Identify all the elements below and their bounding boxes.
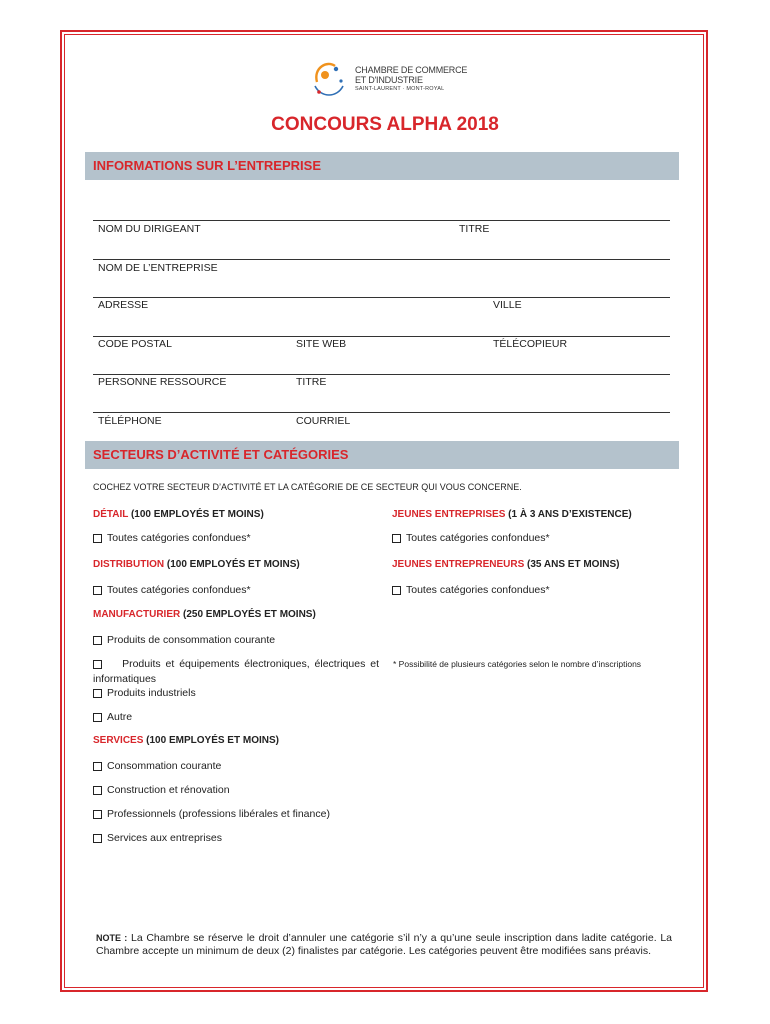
option-jeunes-entreprises-toutes[interactable] <box>392 532 550 544</box>
label-nom-dirigeant: NOM DU DIRIGEANT <box>98 223 201 235</box>
chamber-logo <box>305 56 475 102</box>
option-label: Consommation courante <box>107 760 222 772</box>
category-criteria: (100 EMPLOYÉS ET MOINS) <box>143 735 279 746</box>
field-line <box>93 259 670 260</box>
logo-line-2: ET D'INDUSTRIE <box>355 75 423 85</box>
category-manufacturier-heading <box>93 609 316 620</box>
category-name: MANUFACTURIER <box>93 609 181 620</box>
option-label: Produits et équipements électroniques, électriques et <box>122 658 379 670</box>
checkbox[interactable] <box>392 534 401 543</box>
checkbox[interactable] <box>93 834 102 843</box>
option-label: Professionnels (professions libérales et finance) <box>107 808 330 820</box>
label-telecopieur: TÉLÉCOPIEUR <box>493 338 568 350</box>
label-courriel: COURRIEL <box>296 415 351 427</box>
option-jeunes-entrepreneurs-toutes[interactable] <box>392 584 550 596</box>
category-criteria: (100 EMPLOYÉS ET MOINS) <box>128 509 264 520</box>
field-line <box>93 297 670 298</box>
label-adresse: ADRESSE <box>98 299 149 311</box>
option-services-professionnels[interactable] <box>93 808 330 820</box>
category-name: DÉTAIL <box>93 509 129 520</box>
category-criteria: (100 EMPLOYÉS ET MOINS) <box>164 559 300 570</box>
option-label: Services aux entreprises <box>107 832 222 844</box>
category-services-heading <box>93 735 279 746</box>
option-services-entreprises[interactable] <box>93 832 222 844</box>
option-label-continued: informatiques <box>93 673 157 685</box>
checkbox[interactable] <box>93 586 102 595</box>
label-titre-2: TITRE <box>296 376 327 388</box>
option-manufacturier-electroniques[interactable] <box>93 658 379 670</box>
option-manufacturier-autre[interactable] <box>93 711 132 723</box>
category-jeunes-entreprises-heading <box>392 509 632 520</box>
category-detail-heading <box>93 509 264 520</box>
option-services-construction[interactable] <box>93 784 230 796</box>
checkbox[interactable] <box>93 660 102 669</box>
checkbox[interactable] <box>93 534 102 543</box>
section-heading-secteurs: SECTEURS D’ACTIVITÉ ET CATÉGORIES <box>85 441 679 469</box>
option-label: Construction et rénovation <box>107 784 230 796</box>
checkbox[interactable] <box>93 810 102 819</box>
label-titre: TITRE <box>459 223 490 235</box>
footnote: * Possibilité de plusieurs catégories selon le nombre d’inscriptions <box>393 659 642 669</box>
checkbox[interactable] <box>93 762 102 771</box>
label-nom-entreprise: NOM DE L’ENTREPRISE <box>98 262 218 274</box>
field-line <box>93 374 670 375</box>
option-label: Toutes catégories confondues* <box>406 532 550 544</box>
category-distribution-heading <box>93 559 300 570</box>
note-text: La Chambre se réserve le droit d’annuler une catégorie s’il n’y a qu’une seule inscription dans ladite catégorie. La Chambre accepte un minimum de deux (2) finalistes par catégorie. Les catégories peuvent être modifiées sans préavis. <box>96 932 672 957</box>
checkbox[interactable] <box>392 586 401 595</box>
option-label: Produits de consommation courante <box>107 634 276 646</box>
label-personne-ressource: PERSONNE RESSOURCE <box>98 376 227 388</box>
section-heading-entreprise: INFORMATIONS SUR L’ENTREPRISE <box>85 152 679 180</box>
option-distribution-toutes[interactable] <box>93 584 251 596</box>
category-criteria: (250 EMPLOYÉS ET MOINS) <box>180 609 316 620</box>
option-manufacturier-consommation[interactable] <box>93 634 275 646</box>
option-manufacturier-industriels[interactable] <box>93 687 196 699</box>
label-site-web: SITE WEB <box>296 338 347 350</box>
category-name: JEUNES ENTREPRISES <box>392 509 506 520</box>
option-label: Autre <box>107 711 133 723</box>
label-code-postal: CODE POSTAL <box>98 338 172 350</box>
option-label: Produits industriels <box>107 687 196 699</box>
option-services-consommation[interactable] <box>93 760 221 772</box>
option-label: Toutes catégories confondues* <box>107 584 251 596</box>
field-line <box>93 412 670 413</box>
option-label: Toutes catégories confondues* <box>107 532 251 544</box>
category-criteria: (35 ANS ET MOINS) <box>524 559 620 570</box>
label-telephone: TÉLÉPHONE <box>98 415 162 427</box>
logo-line-1: CHAMBRE DE COMMERCE <box>355 65 468 75</box>
checkbox[interactable] <box>93 713 102 722</box>
checkbox[interactable] <box>93 689 102 698</box>
field-line <box>93 220 670 221</box>
field-line <box>93 336 670 337</box>
category-criteria: (1 À 3 ANS D’EXISTENCE) <box>505 509 632 520</box>
category-name: DISTRIBUTION <box>93 559 165 570</box>
note-label: NOTE : <box>96 933 128 943</box>
label-ville: VILLE <box>493 299 522 311</box>
page-title: CONCOURS ALPHA 2018 <box>271 114 499 135</box>
instruction-text: COCHEZ VOTRE SECTEUR D’ACTIVITÉ ET LA CATÉGORIE DE CE SECTEUR QUI VOUS CONCERNE. <box>93 482 522 492</box>
category-jeunes-entrepreneurs-heading <box>392 559 619 570</box>
logo-icon <box>305 56 351 102</box>
checkbox[interactable] <box>93 636 102 645</box>
category-name: SERVICES <box>93 735 144 746</box>
logo-line-3: SAINT-LAURENT · MONT-ROYAL <box>355 86 445 92</box>
note-paragraph <box>96 932 672 958</box>
option-detail-toutes[interactable] <box>93 532 251 544</box>
option-label: Toutes catégories confondues* <box>406 584 550 596</box>
category-name: JEUNES ENTREPRENEURS <box>392 559 525 570</box>
logo-wordmark <box>355 65 467 94</box>
checkbox[interactable] <box>93 786 102 795</box>
